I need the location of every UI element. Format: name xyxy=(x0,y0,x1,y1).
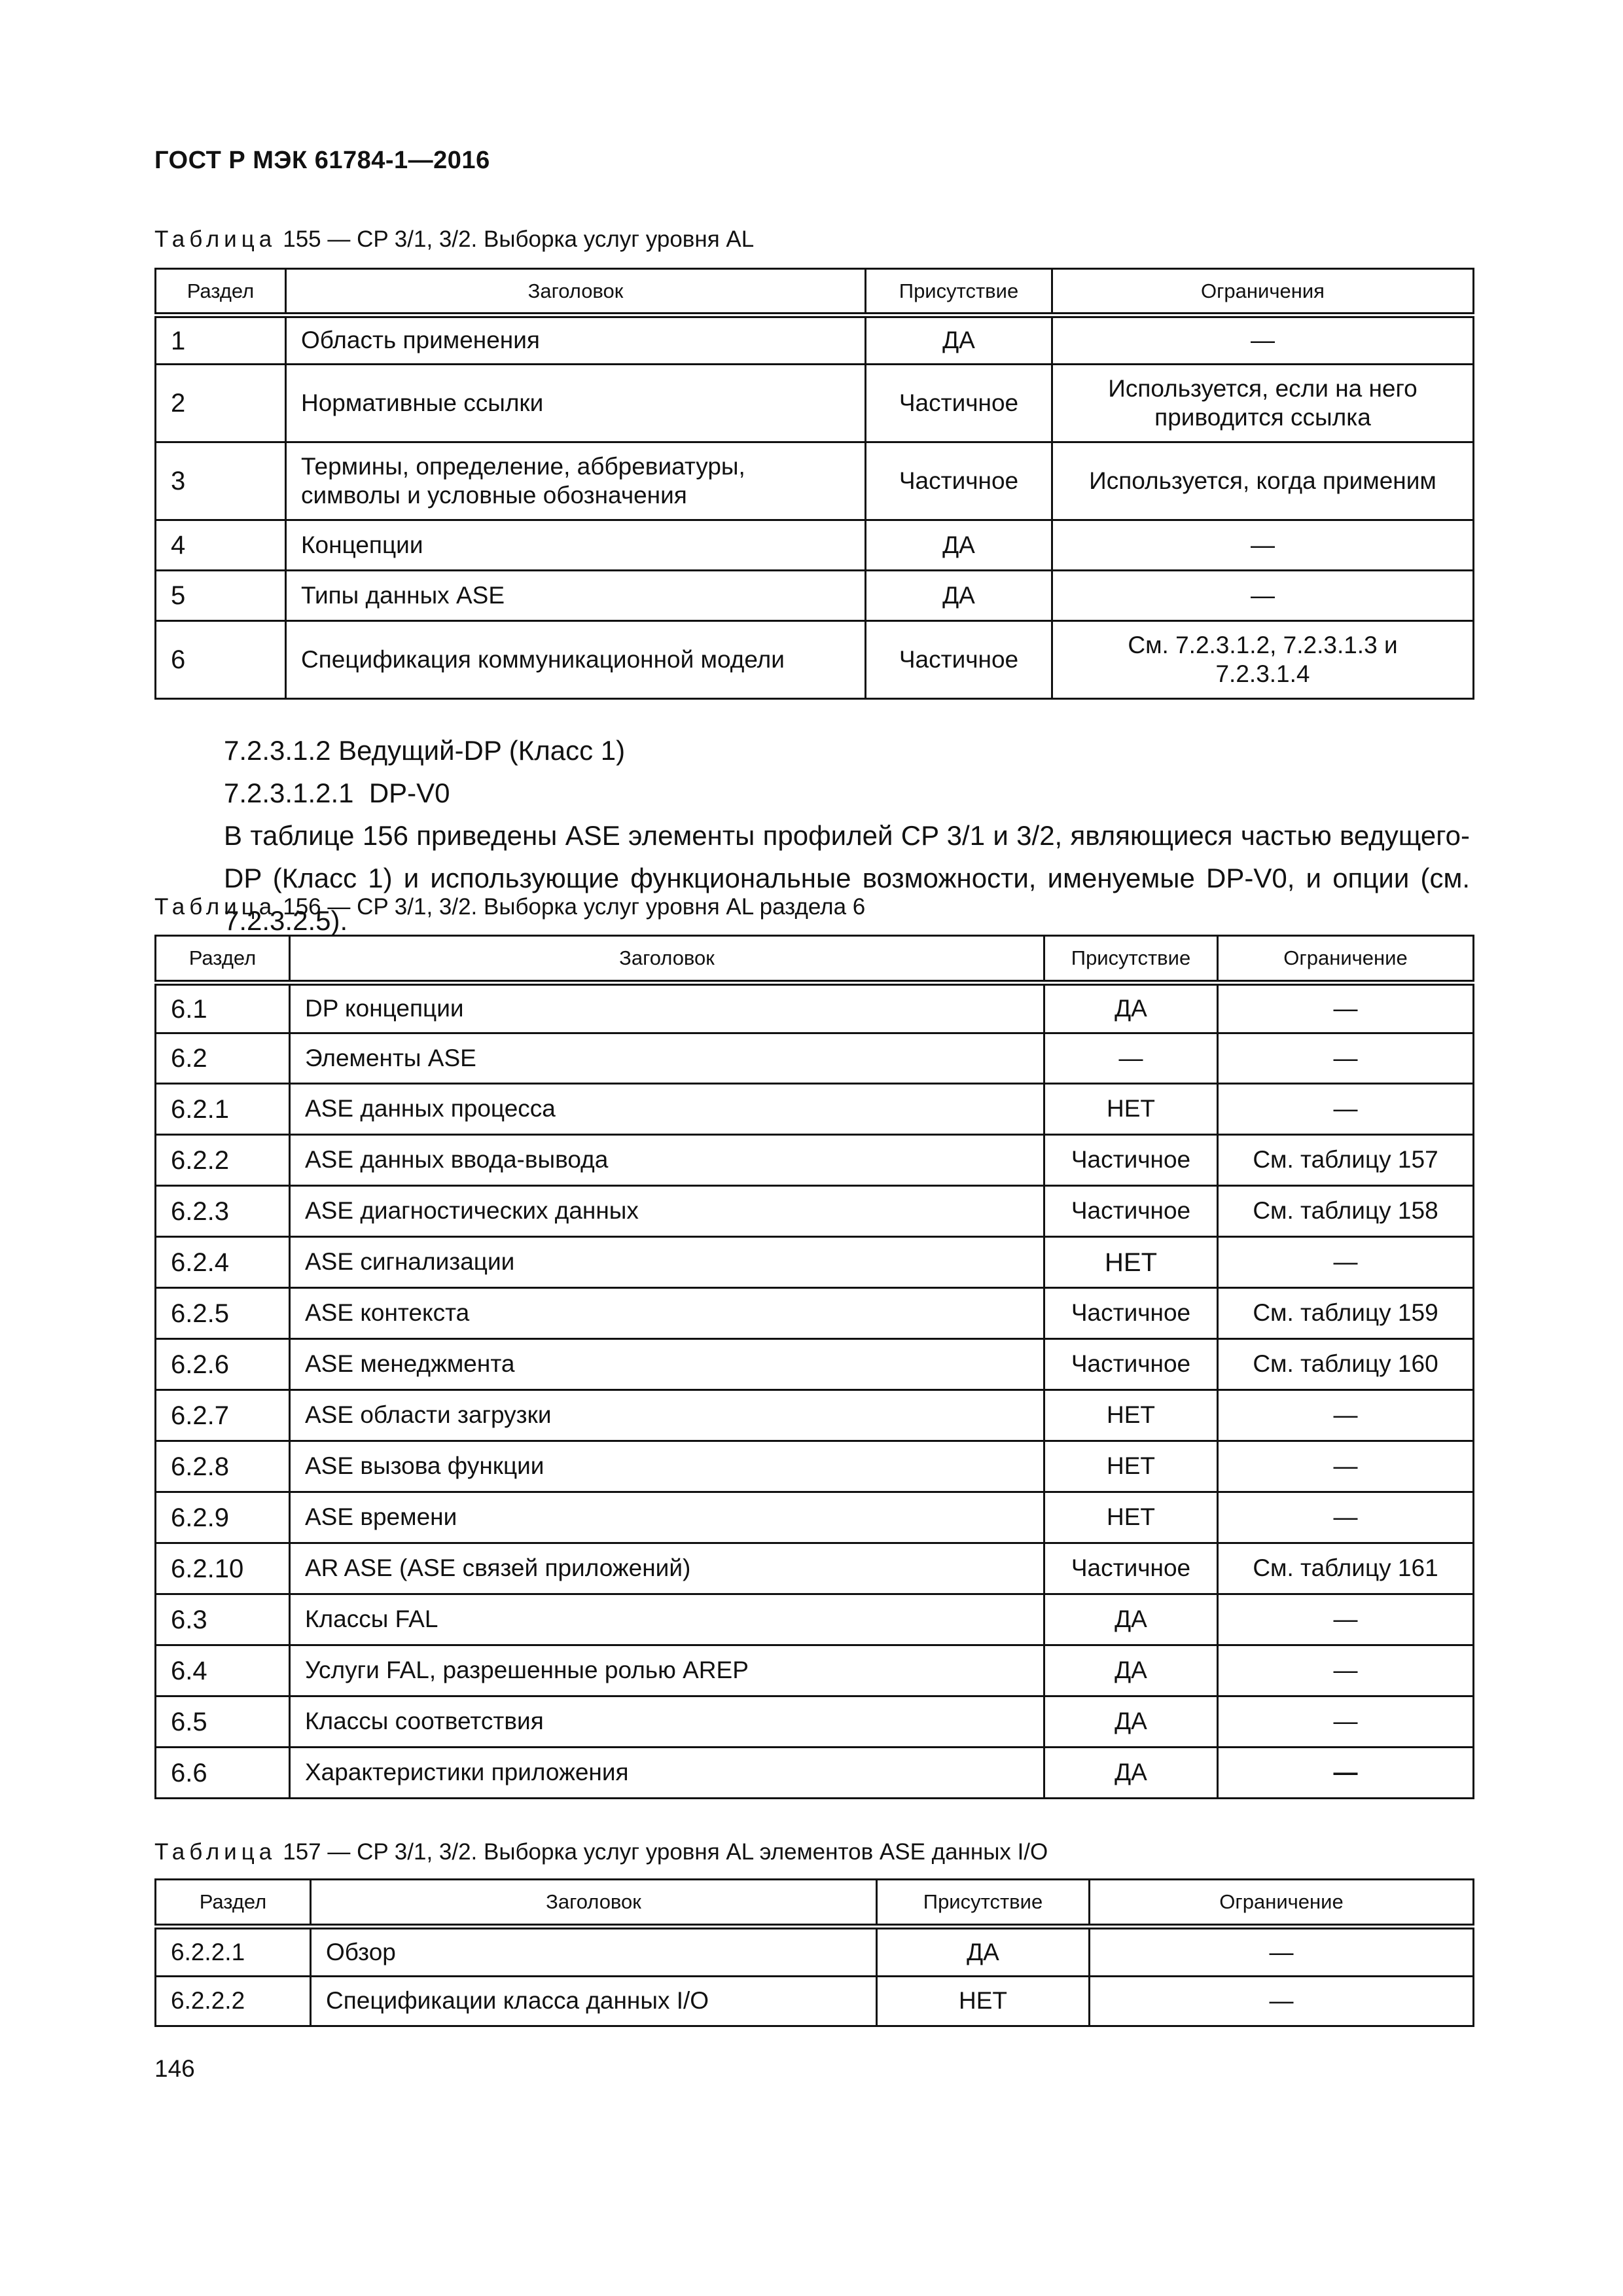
cell-presence: Частичное xyxy=(1044,1135,1218,1186)
table-row xyxy=(156,571,1474,621)
cell-constraint: См. таблицу 157 xyxy=(1218,1135,1474,1186)
column-header: Заголовок xyxy=(290,936,1044,983)
caption-text: 155 — CP 3/1, 3/2. Выборка услуг уровня AL xyxy=(283,226,755,252)
cell-section: 6.2.6 xyxy=(156,1339,290,1390)
cell-title: Классы FAL xyxy=(290,1594,1044,1645)
cell-section: 6.4 xyxy=(156,1645,290,1696)
subsection-heading: 7.2.3.1.2 Ведущий-DP (Класс 1) xyxy=(224,735,626,766)
column-header: Ограничение xyxy=(1218,936,1474,983)
column-header: Ограничения xyxy=(1052,269,1474,315)
table-155 xyxy=(154,268,1474,700)
cell-constraint: — xyxy=(1218,1594,1474,1645)
cell-title: ASE области загрузки xyxy=(290,1390,1044,1441)
cell-title: ASE контекста xyxy=(290,1288,1044,1339)
cell-section: 6.2.10 xyxy=(156,1543,290,1594)
cell-section: 6 xyxy=(156,621,286,699)
cell-constraint: — xyxy=(1052,520,1474,571)
table-row xyxy=(156,1543,1474,1594)
cell-section: 2 xyxy=(156,365,286,442)
caption-word: Таблица xyxy=(154,894,277,920)
cell-constraint: — xyxy=(1218,1441,1474,1492)
column-header: Присутствие xyxy=(1044,936,1218,983)
cell-constraint: См. таблицу 161 xyxy=(1218,1543,1474,1594)
cell-presence: Частичное xyxy=(1044,1288,1218,1339)
page-number: 146 xyxy=(154,2055,195,2082)
table-row xyxy=(156,442,1474,520)
table-row xyxy=(156,1927,1474,1977)
cell-section: 6.2 xyxy=(156,1033,290,1084)
cell-section: 1 xyxy=(156,315,286,365)
cell-presence: — xyxy=(1044,1033,1218,1084)
cell-presence: НЕТ xyxy=(1044,1084,1218,1135)
cell-title: ASE сигнализации xyxy=(290,1237,1044,1288)
cell-title: Область применения xyxy=(286,315,866,365)
cell-presence: ДА xyxy=(1044,1748,1218,1799)
column-header: Раздел xyxy=(156,1880,311,1927)
table-row xyxy=(156,621,1474,699)
table-row xyxy=(156,1748,1474,1799)
table-row xyxy=(156,1288,1474,1339)
column-header: Ограничение xyxy=(1090,1880,1474,1927)
cell-presence: Частичное xyxy=(866,365,1052,442)
cell-constraint: — xyxy=(1090,1977,1474,2026)
cell-section: 6.2.9 xyxy=(156,1492,290,1543)
table-157-caption xyxy=(154,1839,1048,1865)
subsection-heading: 7.2.3.1.2.1 DP-V0 xyxy=(224,778,450,809)
column-header: Раздел xyxy=(156,936,290,983)
cell-constraint: — xyxy=(1218,983,1474,1033)
cell-section: 6.2.2.1 xyxy=(156,1927,311,1977)
column-header: Раздел xyxy=(156,269,286,315)
cell-section: 6.2.4 xyxy=(156,1237,290,1288)
cell-constraint: См. таблицу 159 xyxy=(1218,1288,1474,1339)
cell-presence: НЕТ xyxy=(877,1977,1090,2026)
cell-presence: Частичное xyxy=(1044,1543,1218,1594)
cell-title: ASE менеджмента xyxy=(290,1339,1044,1390)
table-row xyxy=(156,520,1474,571)
table-row xyxy=(156,1135,1474,1186)
cell-section: 5 xyxy=(156,571,286,621)
table-156-caption xyxy=(154,894,865,920)
cell-constraint: См. 7.2.3.1.2, 7.2.3.1.3 и 7.2.3.1.4 xyxy=(1052,621,1474,699)
cell-section: 6.2.2 xyxy=(156,1135,290,1186)
document-header: ГОСТ Р МЭК 61784-1—2016 xyxy=(154,147,490,174)
cell-presence: Частичное xyxy=(1044,1186,1218,1237)
table-row xyxy=(156,1084,1474,1135)
cell-constraint: Используется, если на него приводится ссылка xyxy=(1052,365,1474,442)
cell-constraint: — xyxy=(1218,1492,1474,1543)
cell-constraint: — xyxy=(1052,315,1474,365)
table-row xyxy=(156,315,1474,365)
table-row xyxy=(156,1492,1474,1543)
cell-presence: Частичное xyxy=(866,621,1052,699)
paragraph: В таблице 156 приведены ASE элементы профилей CP 3/1 и 3/2, являющиеся частью ведущего-DP (Класс 1) и использующие функциональные возможности, именуемые DP-V0, и опции (см. 7.2.3.2.5). xyxy=(224,820,1470,937)
table-156 xyxy=(154,935,1474,1799)
cell-constraint: — xyxy=(1090,1927,1474,1977)
table-row xyxy=(156,1390,1474,1441)
table-155-caption xyxy=(154,226,754,253)
table-157 xyxy=(154,1878,1474,2027)
caption-text: 156 — CP 3/1, 3/2. Выборка услуг уровня AL раздела 6 xyxy=(283,894,866,920)
cell-title: Концепции xyxy=(286,520,866,571)
cell-title: Обзор xyxy=(311,1927,877,1977)
caption-text: 157 — CP 3/1, 3/2. Выборка услуг уровня AL элементов ASE данных I/O xyxy=(283,1839,1048,1865)
cell-constraint: См. таблицу 158 xyxy=(1218,1186,1474,1237)
column-header: Присутствие xyxy=(866,269,1052,315)
cell-section: 6.2.3 xyxy=(156,1186,290,1237)
cell-section: 6.5 xyxy=(156,1696,290,1748)
table-row xyxy=(156,365,1474,442)
table-row xyxy=(156,1339,1474,1390)
cell-title: Нормативные ссылки xyxy=(286,365,866,442)
table-row xyxy=(156,1696,1474,1748)
cell-presence: ДА xyxy=(1044,1645,1218,1696)
cell-constraint: См. таблицу 160 xyxy=(1218,1339,1474,1390)
cell-section: 3 xyxy=(156,442,286,520)
cell-title: AR ASE (ASE связей приложений) xyxy=(290,1543,1044,1594)
cell-title: ASE времени xyxy=(290,1492,1044,1543)
table-row xyxy=(156,1441,1474,1492)
cell-constraint: — xyxy=(1218,1237,1474,1288)
cell-title: Термины, определение, аббревиатуры, символы и условные обозначения xyxy=(286,442,866,520)
cell-title: ASE вызова функции xyxy=(290,1441,1044,1492)
cell-presence: Частичное xyxy=(1044,1339,1218,1390)
cell-section: 4 xyxy=(156,520,286,571)
cell-constraint: Используется, когда применим xyxy=(1052,442,1474,520)
table-row xyxy=(156,1977,1474,2026)
cell-constraint: — xyxy=(1218,1696,1474,1748)
caption-word: Таблица xyxy=(154,226,277,252)
cell-section: 6.2.1 xyxy=(156,1084,290,1135)
cell-title: Услуги FAL, разрешенные ролью AREP xyxy=(290,1645,1044,1696)
cell-title: DP концепции xyxy=(290,983,1044,1033)
cell-title: ASE диагностических данных xyxy=(290,1186,1044,1237)
column-header: Заголовок xyxy=(311,1880,877,1927)
cell-title: Элементы ASE xyxy=(290,1033,1044,1084)
cell-section: 6.2.7 xyxy=(156,1390,290,1441)
cell-presence: НЕТ xyxy=(1044,1441,1218,1492)
cell-presence: Частичное xyxy=(866,442,1052,520)
cell-presence: ДА xyxy=(866,520,1052,571)
cell-title: ASE данных процесса xyxy=(290,1084,1044,1135)
cell-presence: ДА xyxy=(866,571,1052,621)
cell-constraint: — xyxy=(1218,1645,1474,1696)
cell-section: 6.2.8 xyxy=(156,1441,290,1492)
cell-presence: ДА xyxy=(1044,983,1218,1033)
cell-section: 6.1 xyxy=(156,983,290,1033)
column-header: Заголовок xyxy=(286,269,866,315)
table-row xyxy=(156,1033,1474,1084)
cell-section: 6.2.5 xyxy=(156,1288,290,1339)
cell-title: Спецификации класса данных I/O xyxy=(311,1977,877,2026)
table-row xyxy=(156,1237,1474,1288)
cell-presence: ДА xyxy=(1044,1594,1218,1645)
cell-constraint: — xyxy=(1218,1390,1474,1441)
table-row xyxy=(156,1594,1474,1645)
cell-section: 6.6 xyxy=(156,1748,290,1799)
cell-title: Спецификация коммуникационной модели xyxy=(286,621,866,699)
cell-title: Типы данных ASE xyxy=(286,571,866,621)
table-row xyxy=(156,1645,1474,1696)
cell-presence: ДА xyxy=(1044,1696,1218,1748)
cell-presence: НЕТ xyxy=(1044,1390,1218,1441)
cell-constraint: — xyxy=(1218,1033,1474,1084)
cell-title: Характеристики приложения xyxy=(290,1748,1044,1799)
cell-constraint: — xyxy=(1218,1748,1474,1799)
table-row xyxy=(156,1186,1474,1237)
cell-section: 6.2.2.2 xyxy=(156,1977,311,2026)
cell-title: ASE данных ввода-вывода xyxy=(290,1135,1044,1186)
cell-presence: ДА xyxy=(866,315,1052,365)
cell-constraint: — xyxy=(1218,1084,1474,1135)
column-header: Присутствие xyxy=(877,1880,1090,1927)
table-row xyxy=(156,983,1474,1033)
cell-presence: ДА xyxy=(877,1927,1090,1977)
cell-presence: НЕТ xyxy=(1044,1237,1218,1288)
cell-section: 6.3 xyxy=(156,1594,290,1645)
cell-title: Классы соответствия xyxy=(290,1696,1044,1748)
cell-constraint: — xyxy=(1052,571,1474,621)
cell-presence: НЕТ xyxy=(1044,1492,1218,1543)
caption-word: Таблица xyxy=(154,1839,277,1865)
